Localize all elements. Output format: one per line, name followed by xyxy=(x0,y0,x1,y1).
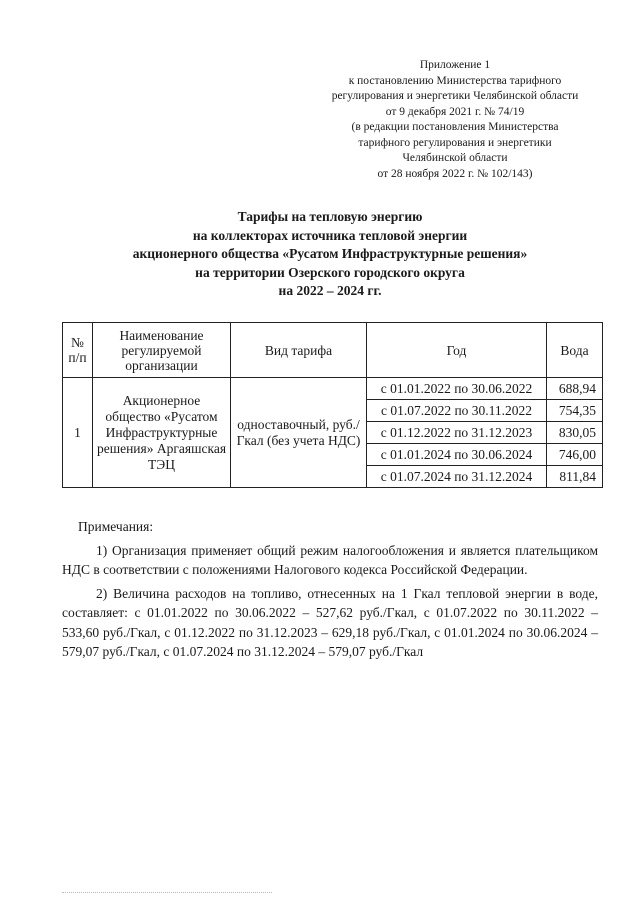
appendix-line: Приложение 1 xyxy=(419,59,491,71)
title-line: на территории Озерского городского округа xyxy=(195,264,465,280)
appendix-line: Челябинской области xyxy=(402,152,508,164)
document-title xyxy=(60,208,600,301)
appendix-line: от 28 ноября 2022 г. № 102/143) xyxy=(377,167,533,180)
cell-value: 746,00 xyxy=(547,444,603,466)
cell-org: Акционерное общество «Русатом Инфраструктурные решения» Аргаяшская ТЭЦ xyxy=(93,378,231,488)
notes-section xyxy=(62,517,598,662)
table-header-row xyxy=(63,323,603,378)
header-year: Год xyxy=(367,323,547,378)
note-1: 1) Организация применяет общий режим налогообложения и является плательщиком НДС в соответствии с положениями Налогового кодекса Российской Федерации. xyxy=(62,542,598,577)
header-org: Наименование регулируемой организации xyxy=(93,323,231,378)
notes-title: Примечания: xyxy=(78,519,154,534)
header-type: Вид тарифа xyxy=(231,323,367,378)
cell-num: 1 xyxy=(63,378,93,488)
cell-type: одноставочный, руб./Гкал (без учета НДС) xyxy=(231,378,367,488)
cell-period: с 01.01.2022 по 30.06.2022 xyxy=(367,378,547,400)
title-line: на 2022 – 2024 гг. xyxy=(278,283,382,298)
cell-period: с 01.12.2022 по 31.12.2023 xyxy=(367,422,547,444)
tariff-table xyxy=(62,322,603,488)
title-line: акционерного общества «Русатом Инфраструктурные решения» xyxy=(132,246,528,261)
appendix-line: регулирования и энергетики Челябинской области xyxy=(331,90,579,102)
cell-value: 830,05 xyxy=(547,422,603,444)
cell-period: с 01.07.2024 по 31.12.2024 xyxy=(367,466,547,488)
appendix-line: от 9 декабря 2021 г. № 74/19 xyxy=(385,105,525,118)
table-row xyxy=(63,378,603,400)
note-2: 2) Величина расходов на топливо, отнесенных на 1 Гкал тепловой энергии в воде, составляет: с 01.01.2022 по 30.06.2022 – 527,62 руб./Гкал, с 01.07.2022 по 30.11.2022 – 533,60 руб./Гкал, с 01.12.2022 по 31.12.2023 – 629,18 руб./Гкал, с 01.01.2024 по 30.06.2024 – 579,07 руб./Гкал, с 01.07.2024 по 31.12.2024 – 579,07 руб./Гкал xyxy=(62,585,598,659)
cell-period: с 01.01.2024 по 30.06.2024 xyxy=(367,444,547,466)
cell-value: 811,84 xyxy=(547,466,603,488)
title-line: на коллекторах источника тепловой энергии xyxy=(192,227,468,243)
appendix-line: тарифного регулирования и энергетики xyxy=(358,136,552,149)
appendix-line: (в редакции постановления Министерства xyxy=(351,121,559,133)
scan-artifact-line xyxy=(62,892,272,893)
appendix-block xyxy=(290,58,620,182)
title-line: Тарифы на тепловую энергию xyxy=(237,209,423,224)
cell-value: 688,94 xyxy=(547,378,603,400)
header-water: Вода xyxy=(547,323,603,378)
appendix-line: к постановлению Министерства тарифного xyxy=(348,74,562,87)
header-num: № п/п xyxy=(63,323,93,378)
cell-value: 754,35 xyxy=(547,400,603,422)
cell-period: с 01.07.2022 по 30.11.2022 xyxy=(367,400,547,422)
